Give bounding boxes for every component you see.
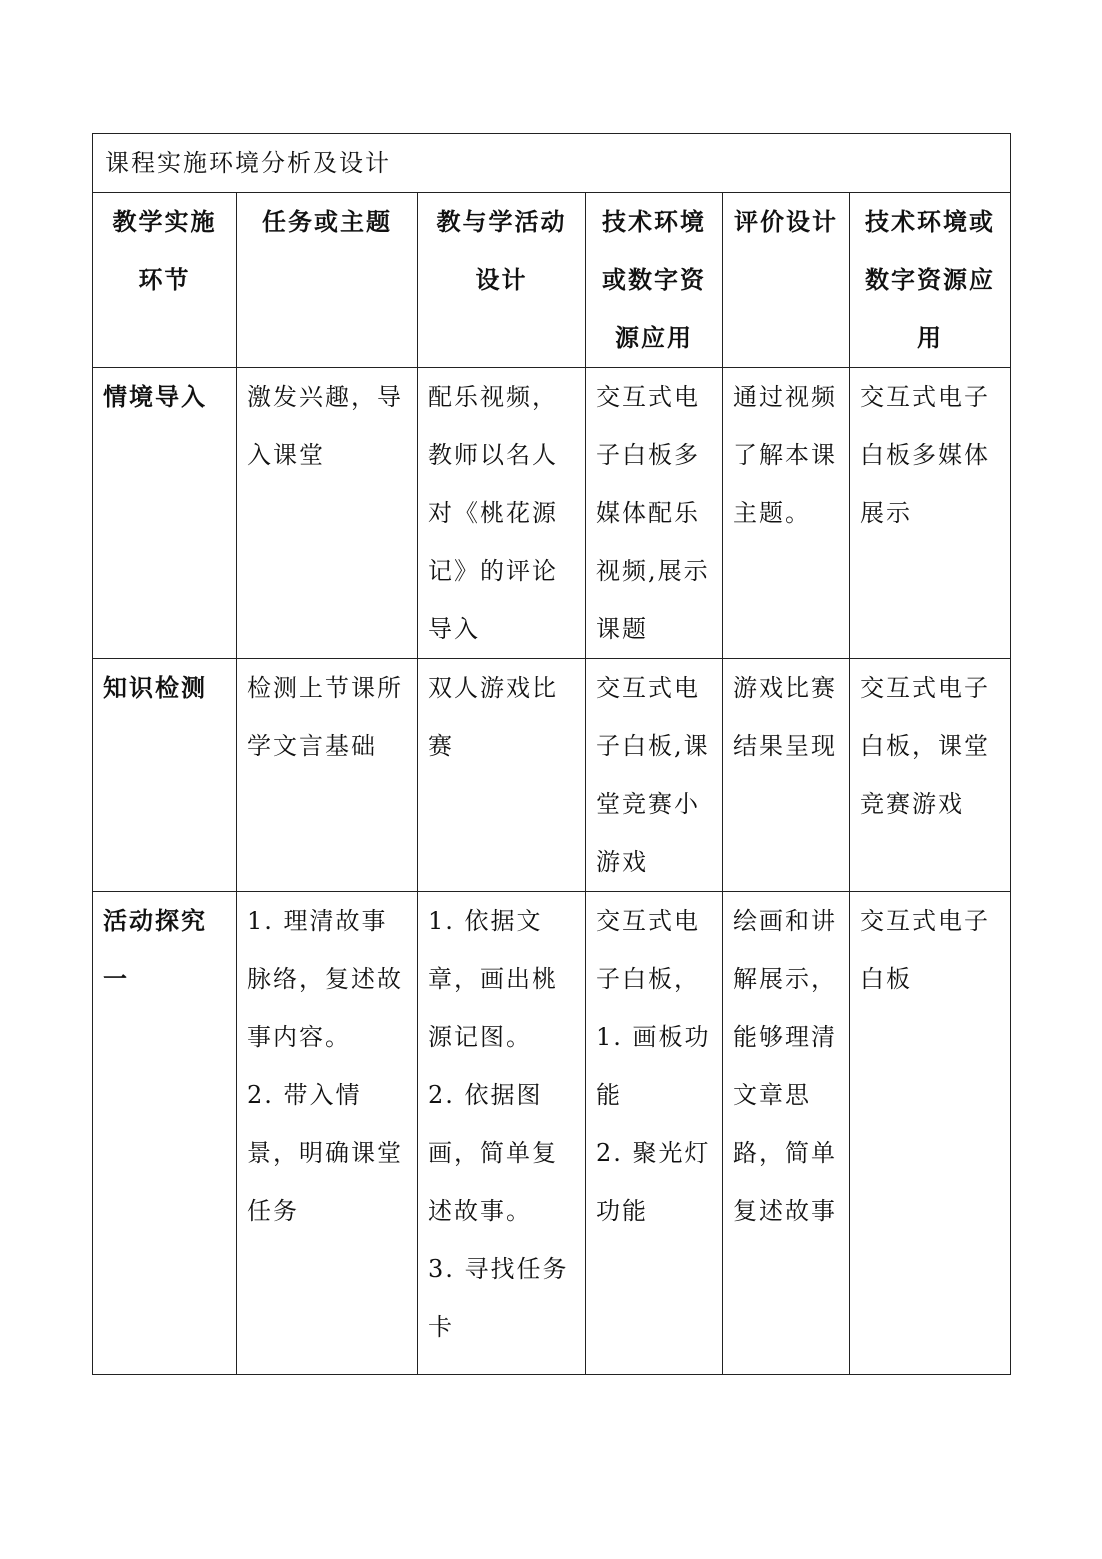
header-task: 任务或主题: [237, 193, 418, 368]
tech-item: 1. 画板功能: [596, 1023, 711, 1109]
activity-item: 1. 依据文章，画出桃源记图。: [428, 907, 558, 1051]
row-stage: 活动探究一: [93, 892, 237, 1375]
course-design-table: [92, 133, 1011, 1375]
row-activity: 配乐视频，教师以名人对《桃花源记》的评论导入: [418, 368, 586, 659]
row-evaluation: 游戏比赛结果呈现: [723, 659, 850, 892]
task-item: 2. 带入情景，明确课堂任务: [247, 1081, 403, 1225]
row-evaluation: 通过视频了解本课主题。: [723, 368, 850, 659]
table-header-row: [93, 193, 1011, 368]
header-tech2: 技术环境或数字资源应用: [850, 193, 1011, 368]
table-row: [93, 892, 1011, 1375]
row-tech: 交互式电子白板,课堂竞赛小游戏: [586, 659, 723, 892]
row-task: [237, 892, 418, 1375]
activity-item: 2. 依据图画，简单复述故事。: [428, 1081, 558, 1225]
row-task: 检测上节课所学文言基础: [237, 659, 418, 892]
table-title: 课程实施环境分析及设计: [93, 134, 1011, 193]
row-tech2: 交互式电子白板多媒体展示: [850, 368, 1011, 659]
tech-item: 2. 聚光灯功能: [596, 1139, 711, 1225]
tech-item: 交互式电子白板，: [596, 907, 700, 993]
row-stage: 知识检测: [93, 659, 237, 892]
row-task: 激发兴趣，导入课堂: [237, 368, 418, 659]
row-evaluation: 绘画和讲解展示，能够理清文章思路，简单复述故事: [723, 892, 850, 1375]
row-activity: 双人游戏比赛: [418, 659, 586, 892]
task-item: 1. 理清故事脉络，复述故事内容。: [247, 907, 403, 1051]
header-tech: 技术环境或数字资源应用: [586, 193, 723, 368]
table-row: [93, 659, 1011, 892]
row-tech2: 交互式电子白板，课堂竞赛游戏: [850, 659, 1011, 892]
header-stage: 教学实施环节: [93, 193, 237, 368]
table-row: [93, 368, 1011, 659]
header-activity: 教与学活动设计: [418, 193, 586, 368]
row-tech: [586, 892, 723, 1375]
table-title-row: [93, 134, 1011, 193]
header-evaluation: 评价设计: [723, 193, 850, 368]
activity-item: 3. 寻找任务卡: [428, 1255, 569, 1341]
row-tech: 交互式电子白板多媒体配乐视频,展示课题: [586, 368, 723, 659]
row-stage: 情境导入: [93, 368, 237, 659]
row-tech2: 交互式电子白板: [850, 892, 1011, 1375]
row-activity: [418, 892, 586, 1375]
